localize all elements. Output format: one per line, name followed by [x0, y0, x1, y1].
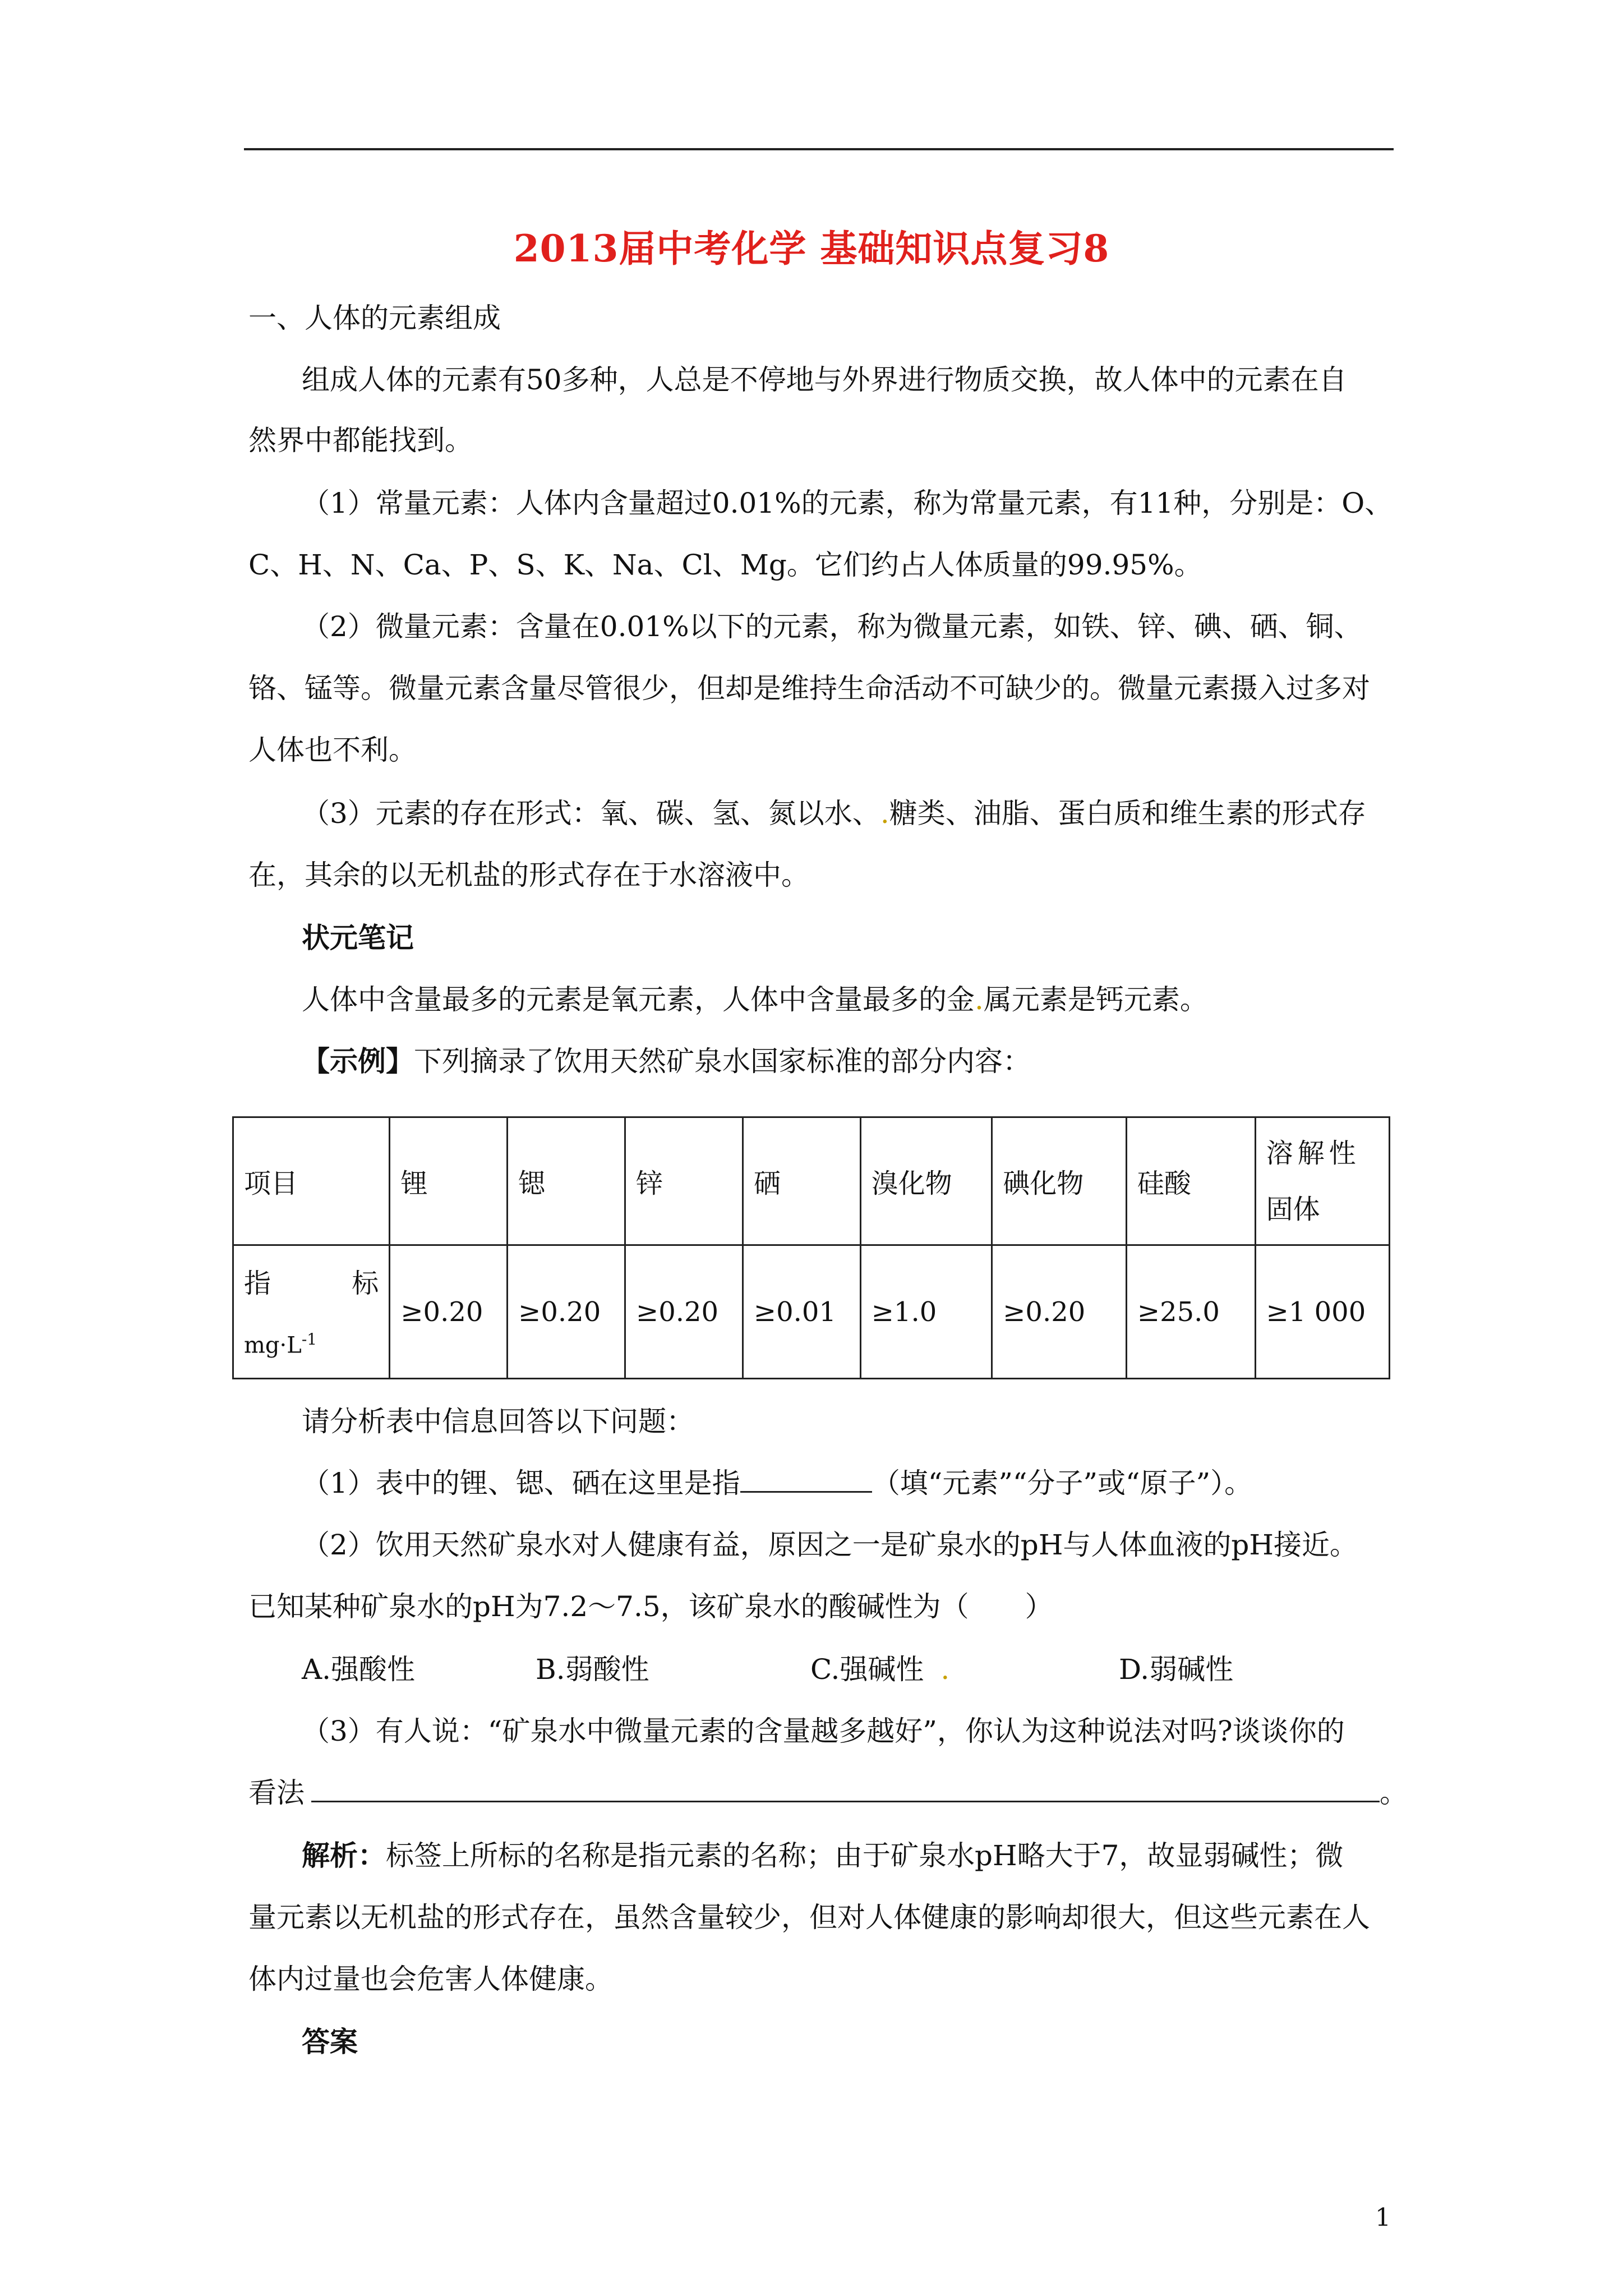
- instruction-line: 请分析表中信息回答以下问题：: [302, 1405, 694, 1438]
- option-b: B.弱酸性: [536, 1653, 649, 1686]
- table-header-cell: 锂: [390, 1117, 508, 1245]
- paragraph-line: 然界中都能找到。: [248, 424, 473, 457]
- table-cell: ≥0.20: [508, 1245, 625, 1379]
- text-fragment: 糖类、油脂、蛋白质和维生素的形式存: [889, 797, 1366, 830]
- question-3-line: [248, 1775, 1408, 1811]
- paragraph-line: （1）常量元素：人体内含量超过0.01%的元素，称为常量元素，有11种，分别是：O、: [302, 487, 1393, 519]
- row-label-part: 标: [352, 1268, 379, 1300]
- header-rule: [244, 148, 1394, 150]
- paragraph-line: 铬、锰等。微量元素含量尽管很少，但却是维持生命活动不可缺少的。微量元素摄入过多对: [248, 672, 1370, 705]
- text-fragment: 。: [1380, 1777, 1408, 1809]
- table-row: [233, 1245, 1390, 1379]
- analysis-line: [302, 1838, 1343, 1874]
- option-a: A.强酸性: [302, 1653, 416, 1686]
- table-header-cell: [1255, 1117, 1389, 1245]
- text-fragment: （填“元素”“分子”或“原子”）。: [872, 1467, 1253, 1499]
- table-header-row: [233, 1117, 1390, 1245]
- stray-mark: .: [940, 1653, 950, 1686]
- question-1: [302, 1465, 1252, 1501]
- text-fragment: （1）表中的锂、锶、硒在这里是指: [302, 1467, 740, 1499]
- example-line: [302, 1043, 1031, 1079]
- option-d: D.弱碱性: [1119, 1653, 1234, 1686]
- question-2-line: （2）饮用天然矿泉水对人健康有益，原因之一是矿泉水的pH与人体血液的pH接近。: [302, 1529, 1358, 1561]
- table-cell: ≥25.0: [1126, 1245, 1255, 1379]
- analysis-tag: 解析：: [302, 1839, 386, 1872]
- example-text: 下列摘录了饮用天然矿泉水国家标准的部分内容：: [414, 1045, 1031, 1078]
- text-fragment: 标签上所标的名称是指元素的名称；由于矿泉水pH略大于7，故显弱碱性；微: [386, 1839, 1344, 1872]
- paragraph-line: 在，其余的以无机盐的形式存在于水溶液中。: [248, 859, 809, 891]
- table-header-cell: 硒: [743, 1117, 860, 1245]
- analysis-line: 量元素以无机盐的形式存在，虽然含量较少，但对人体健康的影响却很大，但这些元素在人: [248, 1901, 1370, 1934]
- text-fragment: 人体中含量最多的元素是氧元素，人体中含量最多的金: [302, 983, 975, 1016]
- table-cell: ≥1 000: [1255, 1245, 1389, 1379]
- row-unit: [244, 1314, 379, 1370]
- text-fragment: （3）元素的存在形式：氧、碳、氢、氮以水、: [302, 797, 880, 830]
- example-tag: 【示例】: [302, 1045, 414, 1078]
- paragraph-line: 人体也不利。: [248, 734, 417, 766]
- note-text: [302, 982, 1208, 1018]
- table-cell: ≥1.0: [860, 1245, 992, 1379]
- row-label: [244, 1253, 379, 1314]
- note-heading: 状元笔记: [302, 921, 414, 954]
- table-header-cell: 硅酸: [1126, 1117, 1255, 1245]
- paragraph-line: [302, 795, 1366, 831]
- table-header-cell: 碘化物: [992, 1117, 1127, 1245]
- table-header-cell: 溴化物: [860, 1117, 992, 1245]
- row-label-cell: [233, 1245, 390, 1379]
- page-title: 2013届中考化学 基础知识点复习8: [513, 227, 1110, 270]
- header-line: 溶解性: [1266, 1137, 1361, 1169]
- table-header-cell: 锶: [508, 1117, 625, 1245]
- table-header-cell: 锌: [625, 1117, 743, 1245]
- table-header-cell: 项目: [233, 1117, 390, 1245]
- table-cell: ≥0.20: [390, 1245, 508, 1379]
- unit-text: mg·L: [244, 1332, 302, 1359]
- stray-mark: .: [975, 983, 984, 1016]
- paragraph-line: （2）微量元素：含量在0.01%以下的元素，称为微量元素，如铁、锌、碘、硒、铜、: [302, 610, 1362, 643]
- table-cell: ≥0.20: [625, 1245, 743, 1379]
- question-3-line: （3）有人说：“矿泉水中微量元素的含量越多越好”，你认为这种说法对吗?谈谈你的: [302, 1715, 1345, 1747]
- question-2-line: 已知某种矿泉水的pH为7.2～7.5，该矿泉水的酸碱性为（ ）: [248, 1590, 1053, 1623]
- text-fragment: 看法: [248, 1777, 305, 1809]
- answer-blank[interactable]: [740, 1466, 872, 1493]
- paragraph-line: 组成人体的元素有50多种，人总是不停地与外界进行物质交换，故人体中的元素在自: [302, 364, 1347, 396]
- section-heading: 一、人体的元素组成: [248, 302, 501, 334]
- text-fragment: C.强碱性: [810, 1653, 924, 1686]
- paragraph-line: C、H、N、Ca、P、S、K、Na、Cl、Mg。它们约占人体质量的99.95%。: [248, 549, 1202, 581]
- answer-heading: 答案: [302, 2025, 358, 2058]
- analysis-line: 体内过量也会危害人体健康。: [248, 1963, 613, 1995]
- answer-blank[interactable]: [311, 1776, 1380, 1802]
- mineral-water-standard-table: [232, 1116, 1390, 1379]
- option-c: [810, 1651, 949, 1687]
- text-fragment: 属元素是钙元素。: [983, 983, 1208, 1016]
- row-label-part: 指: [244, 1268, 271, 1300]
- unit-sup: -1: [301, 1330, 317, 1349]
- table-cell: ≥0.01: [743, 1245, 860, 1379]
- stray-mark: .: [880, 797, 889, 830]
- header-line: 固体: [1266, 1193, 1320, 1225]
- table-cell: ≥0.20: [992, 1245, 1127, 1379]
- page-number: 1: [1375, 2203, 1391, 2232]
